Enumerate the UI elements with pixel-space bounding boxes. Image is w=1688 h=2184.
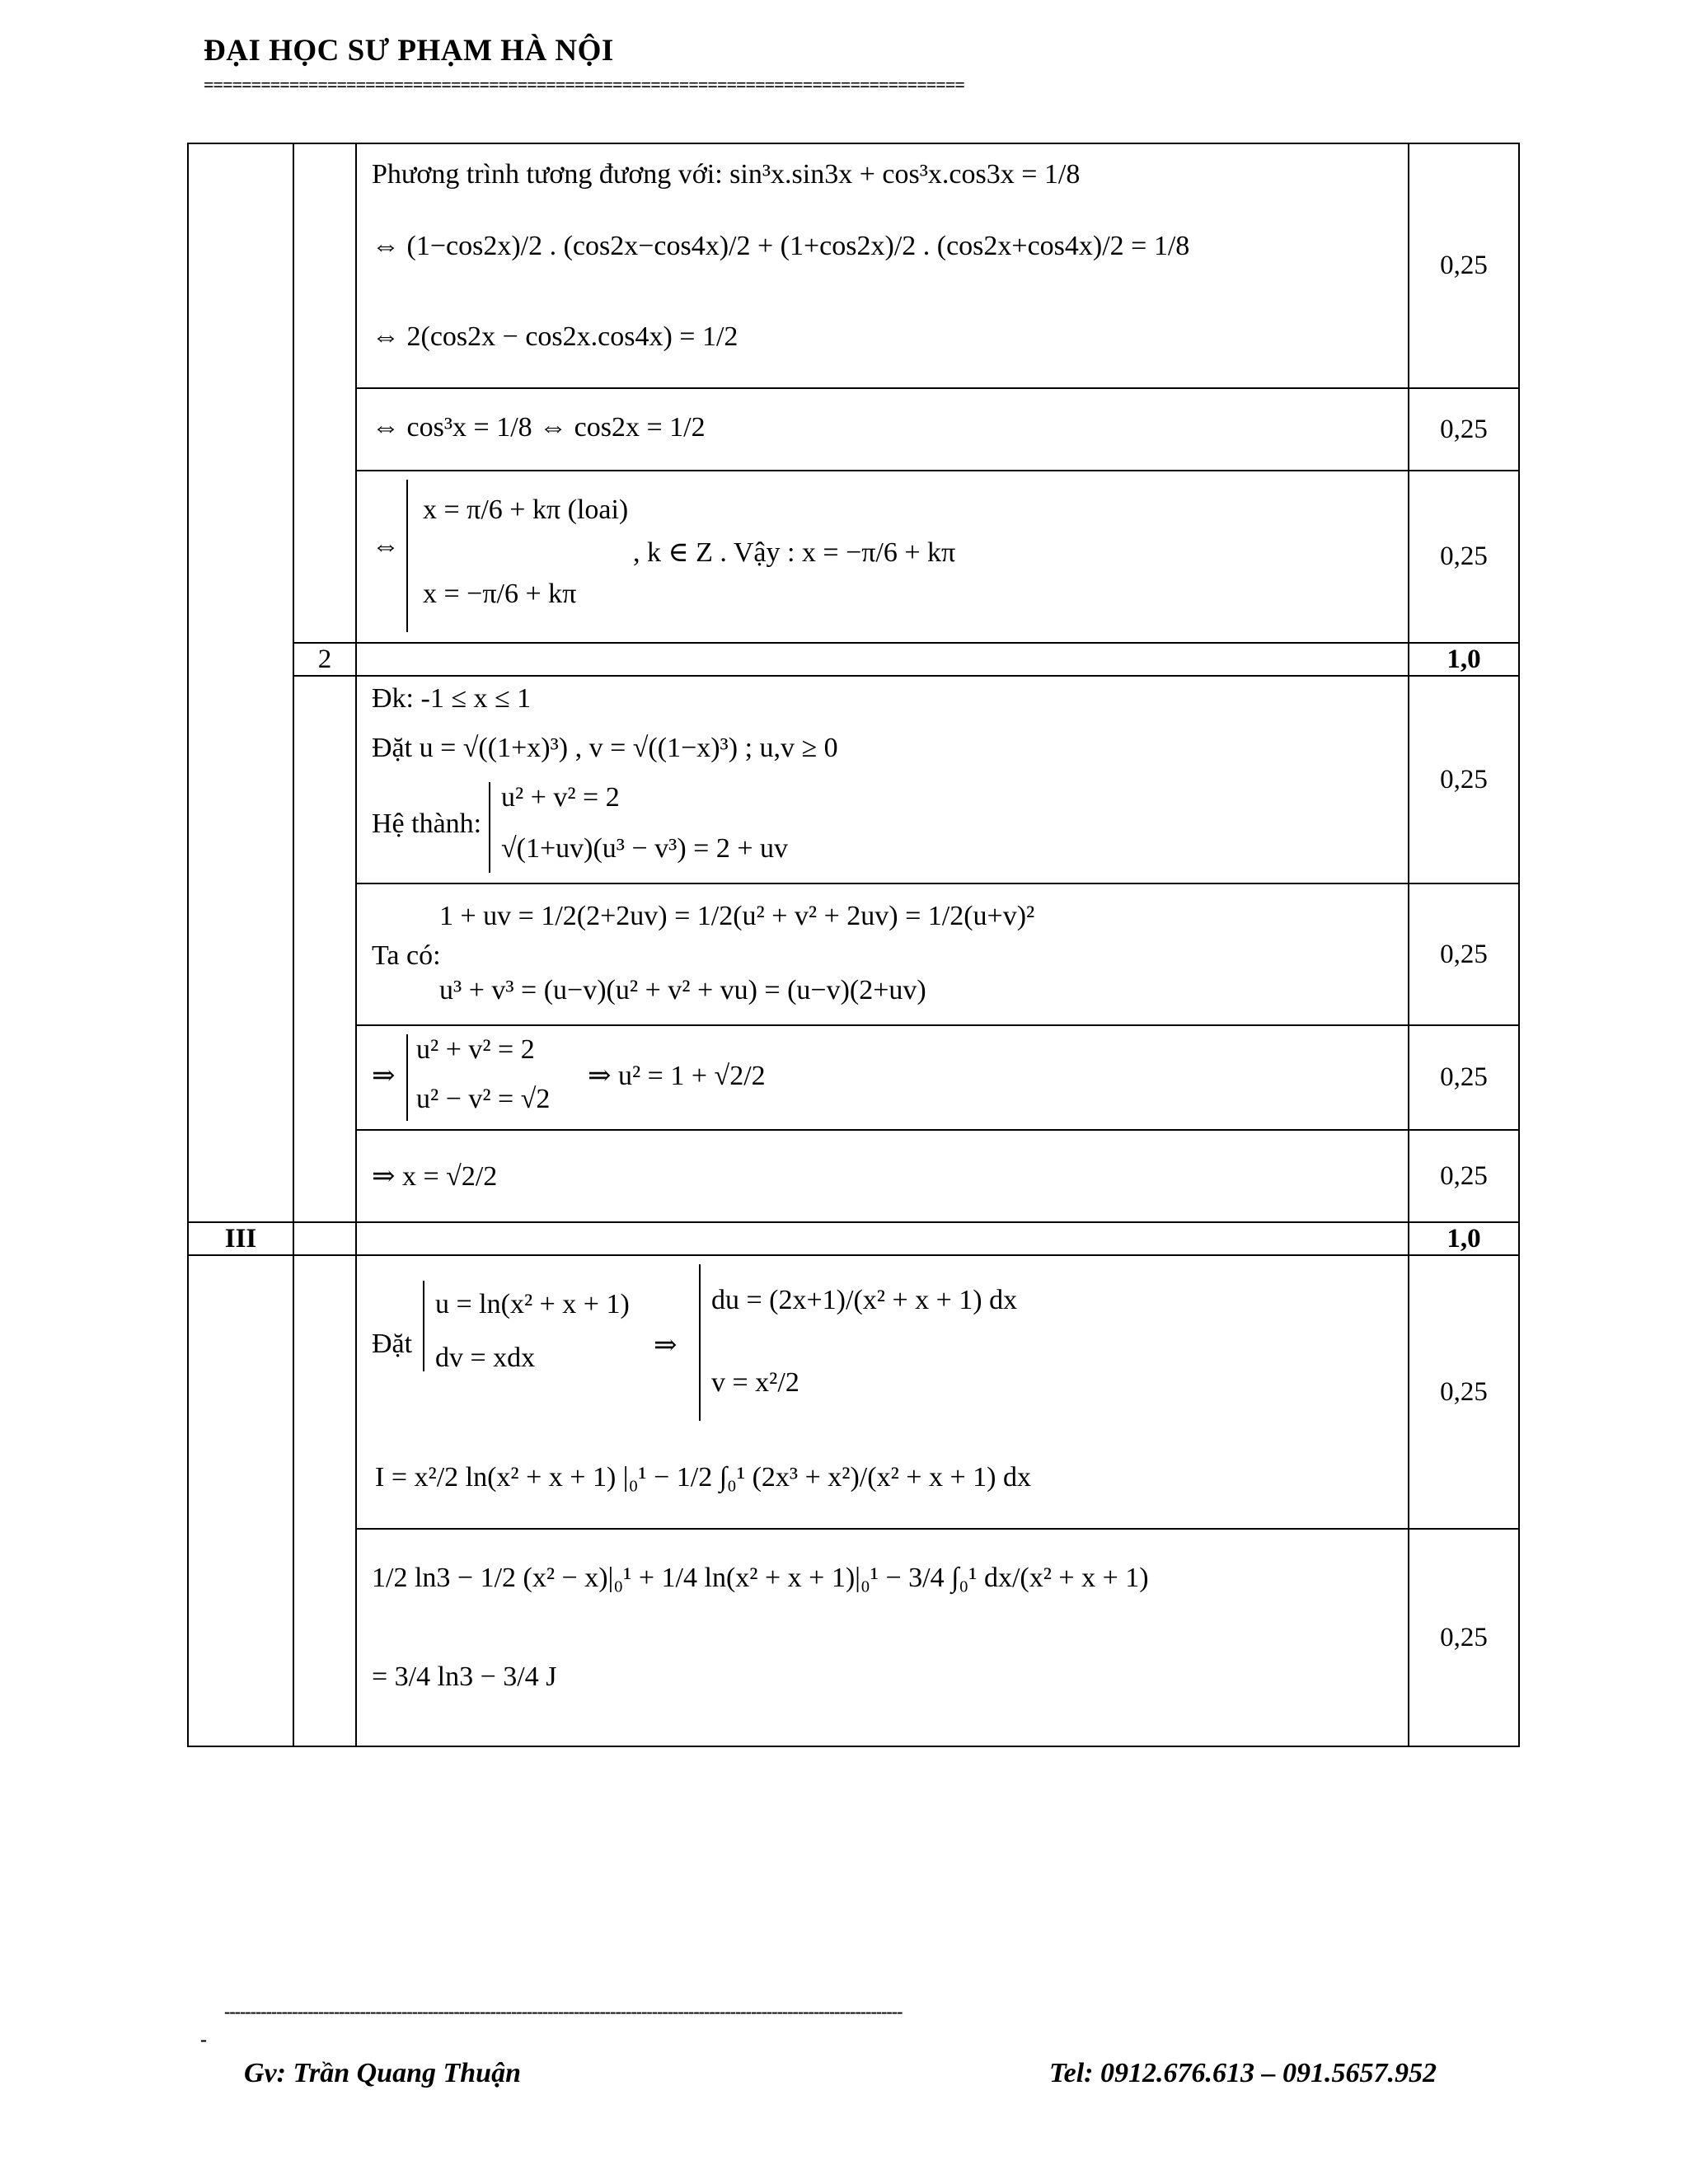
conclusion-line: , k ∈ Z . Vậy : x = −π/6 + kπ — [633, 537, 956, 568]
solution-table — [187, 143, 1520, 1747]
section-cell — [188, 1255, 293, 1746]
row-label: Đặt — [372, 1329, 413, 1359]
case-bracket — [406, 480, 408, 632]
equation-text: Phương trình tương đương với: sin³x.sin3x + cos³x.cos3x = 1/8 — [372, 159, 1081, 190]
system-line: √(1+uv)(u³ − v³) = 2 + uv — [501, 833, 789, 864]
page-header-title: ĐẠI HỌC SƯ PHẠM HÀ NỘI — [204, 34, 614, 68]
score-cell: 0,25 — [1409, 388, 1519, 471]
header-rule: ================================================================================ — [204, 76, 964, 94]
equivalence-symbol: ⇔ — [372, 531, 400, 561]
table-row — [188, 676, 1519, 883]
score-cell: 0,25 — [1409, 1529, 1519, 1746]
table-row — [188, 1222, 1519, 1255]
system-label: Hệ thành: — [372, 808, 482, 839]
score-cell: 0,25 — [1409, 143, 1519, 388]
content-cell — [356, 1529, 1409, 1746]
footer-rule: ---------------------------------------------------------------------------------------------------------------------------------- — [224, 2001, 903, 2021]
table-row — [188, 883, 1519, 1025]
equation-line: 1 + uv = 1/2(2+2uv) = 1/2(u² + v² + 2uv) = 1/2(u+v)² — [439, 901, 1035, 931]
content-cell — [356, 388, 1409, 471]
score-cell: 0,25 — [1409, 1255, 1519, 1529]
condition-line: Đk: -1 ≤ x ≤ 1 — [372, 683, 532, 714]
system-brace — [406, 1034, 408, 1121]
table-row — [188, 471, 1519, 643]
table-row — [188, 1130, 1519, 1222]
part-cell — [293, 1255, 356, 1746]
equation-line — [372, 231, 1189, 262]
content-cell — [356, 676, 1409, 883]
score-cell: 0,25 — [1409, 883, 1519, 1025]
content-cell — [356, 883, 1409, 1025]
system-line: u² − v² = √2 — [416, 1084, 551, 1114]
table-row — [188, 643, 1519, 676]
part-cell — [293, 143, 356, 643]
table-row — [188, 388, 1519, 471]
equation-text: ⇔ 2(cos2x − cos2x.cos4x) = 1/2 — [372, 321, 738, 352]
table-row — [188, 1255, 1519, 1529]
system-line: dv = xdx — [435, 1343, 536, 1373]
system-brace — [699, 1264, 701, 1421]
equation-line — [372, 159, 1080, 190]
result-line: ⇒ x = √2/2 — [372, 1161, 498, 1192]
score-cell: 0,25 — [1409, 1130, 1519, 1222]
part-cell — [293, 1222, 356, 1255]
part-cell — [293, 676, 356, 1222]
system-line: u² + v² = 2 — [501, 782, 620, 813]
substitution-line: Đặt u = √((1+x)³) , v = √((1−x)³) ; u,v ≥ 0 — [372, 733, 838, 763]
system-line: du = (2x+1)/(x² + x + 1) dx — [711, 1285, 1018, 1315]
score-cell: 0,25 — [1409, 471, 1519, 643]
score-cell: 0,25 — [1409, 1025, 1519, 1130]
content-cell — [356, 643, 1409, 676]
content-cell — [356, 1130, 1409, 1222]
content-cell — [356, 143, 1409, 388]
teacher-phone: Tel: 0912.676.613 – 091.5657.952 — [1049, 2058, 1437, 2088]
equation-text: ⇔ (1−cos2x)/2 . (cos2x−cos4x)/2 + (1+cos2x)/2 . (cos2x+cos4x)/2 = 1/8 — [372, 231, 1190, 261]
system-brace — [423, 1281, 424, 1371]
system-line: v = x²/2 — [711, 1367, 799, 1398]
content-cell — [356, 471, 1409, 643]
content-cell — [356, 1255, 1409, 1529]
table-row — [188, 143, 1519, 388]
case-line: x = −π/6 + kπ — [423, 579, 577, 609]
score-cell: 1,0 — [1409, 643, 1519, 676]
section-number-cell: III — [188, 1222, 293, 1255]
integral-line: I = x²/2 ln(x² + x + 1) |₀¹ − 1/2 ∫₀¹ (2x³ + x²)/(x² + x + 1) dx — [375, 1462, 1031, 1493]
content-cell — [356, 1222, 1409, 1255]
score-cell: 0,25 — [1409, 676, 1519, 883]
table-row — [188, 1025, 1519, 1130]
system-line: u = ln(x² + x + 1) — [435, 1289, 630, 1319]
teacher-name: Gv: Trần Quang Thuận — [244, 2058, 521, 2088]
equation-line: u³ + v³ = (u−v)(u² + v² + vu) = (u−v)(2+uv) — [439, 975, 926, 1005]
section-cell — [188, 143, 293, 1222]
score-cell: 1,0 — [1409, 1222, 1519, 1255]
equation-line: 1/2 ln3 − 1/2 (x² − x)|₀¹ + 1/4 ln(x² + x + 1)|₀¹ − 3/4 ∫₀¹ dx/(x² + x + 1) — [372, 1563, 1149, 1593]
implication-symbol: ⇒ — [372, 1061, 396, 1091]
case-line: x = π/6 + kπ (loai) — [423, 494, 629, 525]
table-row — [188, 1529, 1519, 1746]
system-brace — [489, 782, 490, 873]
content-cell — [356, 1025, 1409, 1130]
equation-line: ⇔ cos³x = 1/8 ⇔ cos2x = 1/2 — [372, 412, 706, 443]
equation-line: = 3/4 ln3 − 3/4 J — [372, 1661, 557, 1692]
part-number-cell: 2 — [293, 643, 356, 676]
footer-dash: - — [200, 2029, 207, 2050]
row-label: Ta có: — [372, 940, 441, 971]
equation-line — [372, 321, 738, 353]
implication-symbol: ⇒ — [654, 1330, 678, 1361]
result-line: ⇒ u² = 1 + √2/2 — [588, 1061, 766, 1091]
system-line: u² + v² = 2 — [416, 1034, 535, 1065]
